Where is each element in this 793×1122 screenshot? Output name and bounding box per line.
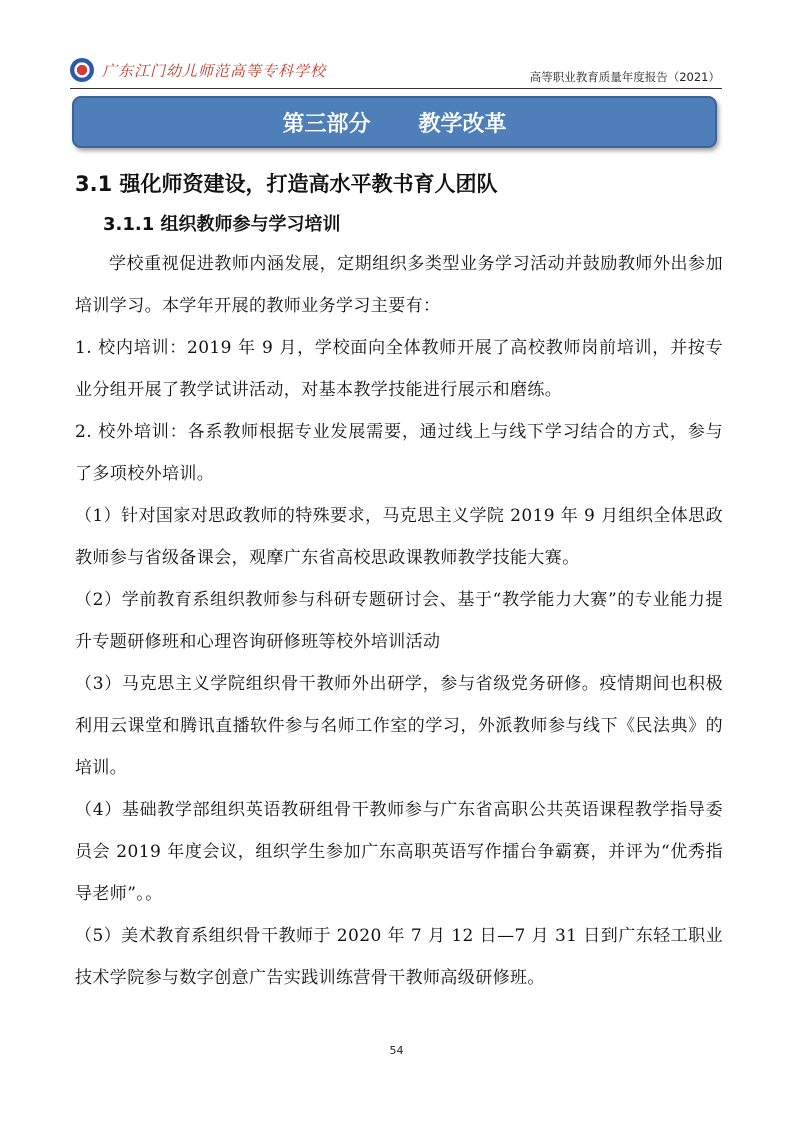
school-logo-icon [70, 58, 94, 82]
page-header [70, 52, 722, 86]
subsection-heading: 3.1.1 组织教师参与学习培训 [103, 214, 341, 235]
part-banner [72, 96, 717, 148]
report-title: 高等职业教育质量年度报告（2021） [529, 70, 720, 84]
body-text [75, 243, 723, 999]
paragraph: 1. 校内培训：2019 年 9 月，学校面向全体教师开展了高校教师岗前培训，并按专业分组开展了教学试讲活动，对基本教学技能进行展示和磨练。 [75, 338, 723, 400]
section-heading: 3.1 强化师资建设，打造高水平教书育人团队 [75, 172, 498, 196]
paragraph: （1）针对国家对思政教师的特殊要求，马克思主义学院 2019 年 9 月组织全体思政教师参与省级备课会，观摩广东省高校思政课教师教学技能大赛。 [75, 506, 723, 568]
paragraph: （2）学前教育系组织教师参与科研专题研讨会、基于“教学能力大赛”的专业能力提升专题研修班和心理咨询研修班等校外培训活动 [75, 590, 723, 652]
paragraph: （5）美术教育系组织骨干教师于 2020 年 7 月 12 日—7 月 31 日到广东轻工职业技术学院参与数字创意广告实践训练营骨干教师高级研修班。 [75, 926, 723, 988]
banner-part-label: 第三部分 [282, 111, 371, 137]
paragraph: （3）马克思主义学院组织骨干教师外出研学，参与省级党务研修。疫情期间也积极利用云课堂和腾讯直播软件参与名师工作室的学习，外派教师参与线下《民法典》的培训。 [75, 674, 723, 778]
paragraph: （4）基础教学部组织英语教研组骨干教师参与广东省高职公共英语课程教学指导委员会 2019 年度会议，组织学生参加广东高职英语写作擂台争霸赛，并评为“优秀指导老师”。。 [75, 800, 723, 904]
school-name: 广东江门幼儿师范高等专科学校 [102, 62, 327, 80]
paragraph: 2. 校外培训：各系教师根据专业发展需要，通过线上与线下学习结合的方式，参与了多项校外培训。 [75, 422, 723, 484]
banner-title: 教学改革 [418, 111, 507, 137]
paragraph: 学校重视促进教师内涵发展，定期组织多类型业务学习活动并鼓励教师外出参加培训学习。本学年开展的教师业务学习主要有： [75, 254, 723, 316]
page-number: 54 [389, 1044, 404, 1057]
header-divider [70, 88, 722, 89]
